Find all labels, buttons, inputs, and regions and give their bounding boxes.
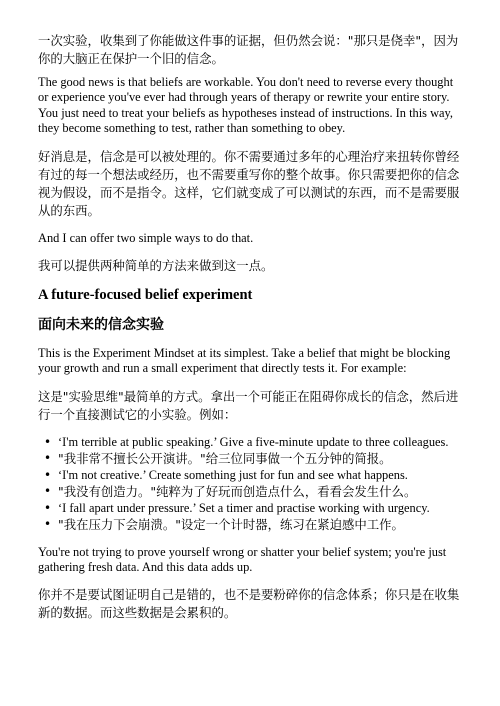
paragraph-zh-intro: 一次实验，收集到了你能做这件事的证据，但仍然会说："那只是侥幸"，因为你的大脑正在保护一个旧的信念。 <box>38 33 459 66</box>
list-item-zh-not-creative: • "我没有创造力。"纯粹为了好玩而创造点什么，看看会发生什么。 <box>38 483 464 501</box>
list-item-zh-pressure: • "我在压力下会崩溃。"设定一个计时器，练习在紧迫感中工作。 <box>38 516 464 534</box>
paragraph-en-good-news: The good news is that beliefs are workable. You don't need to reverse every thought or experience you've ever had through years of therapy or rewrite your entire story. You just need to treat your beliefs as hypotheses instead of instructions. In this way, they become something to test, rather than something to obey. <box>38 75 454 136</box>
paragraph-en-fresh-data: You're not trying to prove yourself wrong or shatter your belief system; you're just gathering fresh data. And this data adds up. <box>38 544 447 574</box>
list-item-en-pressure: • ‘I fall apart under pressure.’ Set a timer and practise working with urgency. <box>38 501 464 516</box>
paragraph-zh-experiment-mindset: 这是"实验思维"最简单的方式。拿出一个可能正在阻碍你成长的信念，然后进行一个直接测试它的小实验。例如： <box>38 388 459 422</box>
paragraph-zh-good-news: 好消息是，信念是可以被处理的。你不需要通过多年的心理治疗来扭转你曾经有过的每一个想法或经历，也不需要重写你的整个故事。你只需要把你的信念视为假设，而不是指令。这样，它们就变成了可以测试的东西，而不是需要服从的东西。 <box>38 148 460 218</box>
paragraph-en-experiment-mindset: This is the Experiment Mindset at its simplest. Take a belief that might be blocking your growth and run a small experiment that directly tests it. For example: <box>38 346 451 376</box>
paragraph-en-two-ways: And I can offer two simple ways to do that. <box>38 230 254 245</box>
article-body <box>38 32 464 622</box>
examples-list <box>38 435 464 534</box>
paragraph-zh-fresh-data: 你并不是要试图证明自己是错的，也不是要粉碎你的信念体系；你只是在收集新的数据。而这些数据是会累积的。 <box>38 587 460 621</box>
list-item-en-not-creative: • ‘I'm not creative.’ Create something just for fun and see what happens. <box>38 468 464 483</box>
list-item-en-public-speaking: • ‘I'm terrible at public speaking.’ Give a five-minute update to three colleagues. <box>38 435 464 450</box>
section-heading-en: A future-focused belief experiment <box>38 287 253 304</box>
section-heading-zh: 面向未来的信念实验 <box>38 317 164 334</box>
list-item-zh-public-speaking: • "我非常不擅长公开演讲。"给三位同事做一个五分钟的简报。 <box>38 450 464 468</box>
paragraph-zh-two-ways: 我可以提供两种简单的方法来做到这一点。 <box>38 258 274 274</box>
